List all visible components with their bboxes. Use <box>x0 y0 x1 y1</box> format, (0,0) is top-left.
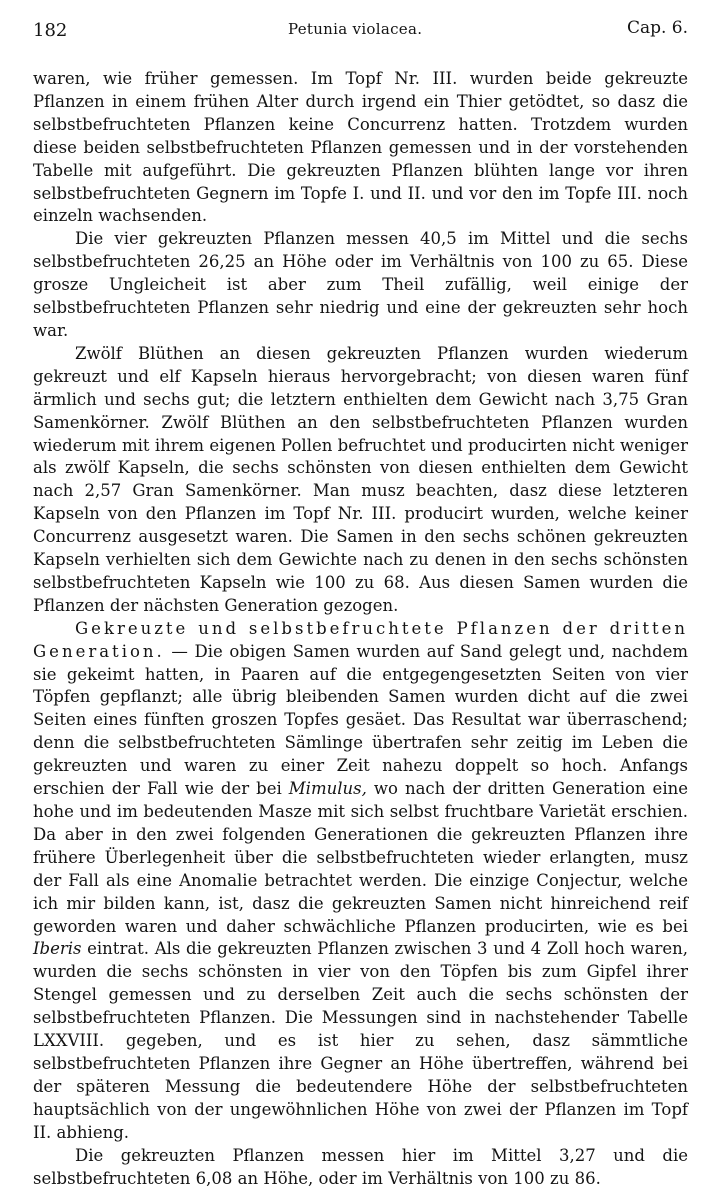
page-header <box>33 18 688 48</box>
paragraph-5: Die gekreuzten Pflanzen messen hier im Mittel 3,27 und die selbstbefruchteten 6,08 an Höhe, oder im Verhältnis von 100 zu 86. <box>33 1145 688 1188</box>
paragraph-4-text-c: eintrat. Als die gekreuzten Pflanzen zwischen 3 und 4 Zoll hoch waren, wurden die sechs schönsten in vier von den Töpfen bis zum Gipfel ihrer Stengel gemessen und zu derselben Zeit auch die sechs schönsten der selbstbefruchteten Pflanzen. Die Messungen sind in nachstehender Tabelle LXXVIII. gegeben, und es ist hier zu sehen, dasz sämmtliche selbstbefruchteten Pflanzen ihre Gegner an Höhe übertreffen, während bei der späteren Messung die bedeutendere Höhe der selbstbefruchteten hauptsächlich von der ungewöhnlichen Höhe von zwei der Pflanzen im Topf II. abhieng. <box>33 939 688 1142</box>
paragraph-4 <box>33 618 688 1145</box>
paragraph-3: Zwölf Blüthen an diesen gekreuzten Pflanzen wurden wiederum gekreuzt und elf Kapseln hieraus hervorgebracht; von diesen waren fünf ärmlich und sechs gut; die letztern enthielten dem Gewicht nach 3,75 Gran Samenkörner. Zwölf Blüthen an den selbstbefruchteten Pflanzen wurden wiederum mit ihrem eigenen Pollen befruchtet und producirten nicht weniger als zwölf Kapseln, die sechs schönsten von diesen enthielten dem Gewicht nach 2,57 Gran Samenkörner. Man musz beachten, dasz diese letzteren Kapseln von den Pflanzen im Topf Nr. III. producirt wurden, welche keiner Concurrenz ausgesetzt waren. Die Samen in den sechs schönen gekreuzten Kapseln verhielten sich dem Gewichte nach zu denen in den sechs schönsten selbstbefruchteten Kapseln wie 100 zu 68. Aus diesen Samen wurden die Pflanzen der nächsten Generation gezogen. <box>33 343 688 615</box>
paragraph-4-text-a: — Die obigen Samen wurden auf Sand gelegt und, nachdem sie gekeimt hatten, in Paaren auf die entgegengesetzten Seiten von vier Töpfen gepflanzt; alle übrig bleibenden Samen wurden dicht auf die zwei Seiten eines fünften groszen Topfes gesäet. Das Resultat war überraschend; denn die selbstbefruchteten Sämlinge übertrafen sehr zeitig im Leben die gekreuzten und waren zu einer Zeit nahezu doppelt so hoch. Anfangs erschien der Fall wie der bei <box>33 641 688 799</box>
page-number: 182 <box>33 20 68 41</box>
paragraph-4-text-b: wo nach der dritten Generation eine hohe und im bedeutenden Masze mit sich selbst fruchtbare Varietät erschien. Da aber in den zwei folgenden Generationen die gekreuzten Pflanzen ihre frühere Überlegenheit über die selbstbefruchteten wieder erlangten, musz der Fall als eine Anomalie betrachtet werden. Die einzige Conjectur, welche ich mir bilden kann, ist, dasz die gekreuzten Samen nicht hinreichend reif geworden waren und daher schwächliche Pflanzen producirten, wie es bei <box>33 779 688 936</box>
paragraph-2: Die vier gekreuzten Pflanzen messen 40,5 im Mittel und die sechs selbstbefruchteten 26,25 an Höhe oder im Verhältnis von 100 zu 65. Diese grosze Ungleicheit ist aber zum Theil zufällig, weil einige der selbstbefruchteten Pflanzen sehr niedrig und eine der gekreuzten sehr hoch war. <box>33 229 688 340</box>
book-page <box>33 18 688 1190</box>
running-title: Petunia violacea. <box>288 20 423 38</box>
body-text <box>33 68 688 1190</box>
iberis-term: Iberis <box>33 939 82 959</box>
mimulus-term: Mimulus, <box>288 779 367 799</box>
section-heading: Gekreuzte und selbstbefruchtete Pflanzen der dritten Generation. <box>33 618 688 661</box>
chapter-label: Cap. 6. <box>626 18 688 38</box>
paragraph-1: waren, wie früher gemessen. Im Topf Nr. III. wurden beide gekreuzte Pflanzen in einem frühen Alter durch irgend ein Thier getödtet, so dasz die selbstbefruchteten Pflanzen keine Concurrenz hatten. Trotzdem wurden diese beiden selbstbefruchteten Pflanzen gemessen und in der vorstehenden Tabelle mit aufgeführt. Die gekreuzten Pflanzen blühten lange vor ihren selbstbefruchteten Gegnern im Topfe I. und II. und vor den im Topfe III. noch einzeln wachsenden. <box>33 69 688 226</box>
